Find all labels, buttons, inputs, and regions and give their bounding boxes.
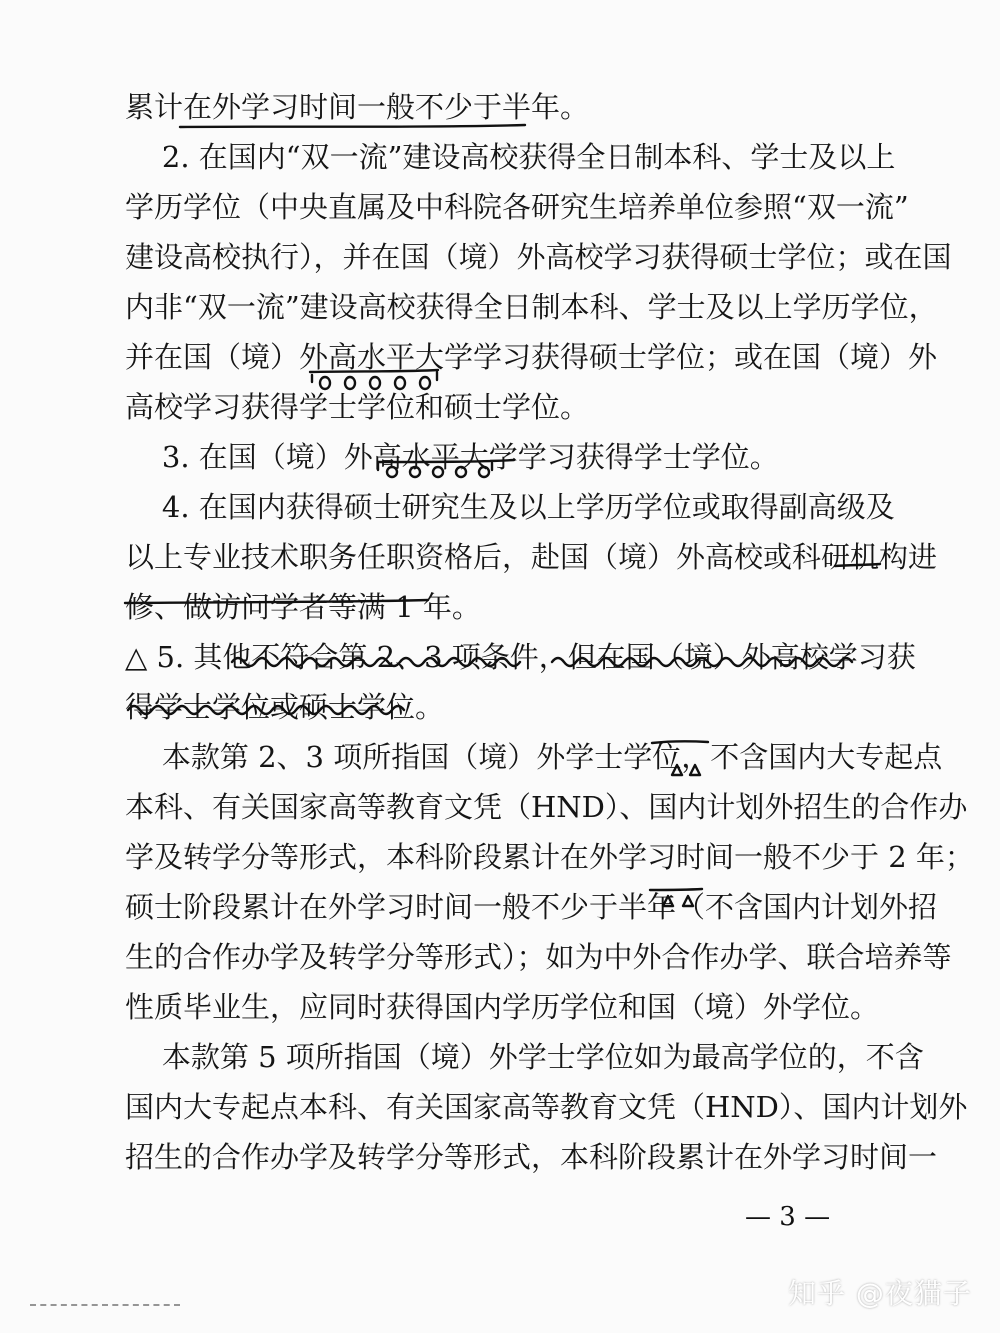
line-text: 国内大专起点本科、有关国家高等教育文凭（HND）、国内计划外 [125, 1090, 968, 1124]
line-text: 本款第 5 项所指国（境）外学士学位如为最高学位的，不含 [125, 1040, 924, 1074]
line-text: 累计在外学习时间一般不少于半年。 [125, 90, 590, 124]
line-text: 本科、有关国家高等教育文凭（HND）、国内计划外招生的合作办 [125, 790, 968, 824]
line-text: 内非“双一流”建设高校获得全日制本科、学士及以上学历学位， [125, 290, 938, 324]
line-text: 4. 在国内获得硕士研究生及以上学历学位或取得副高级及 [125, 490, 895, 524]
text-line-4 [0, 232, 1000, 282]
text-line-13 [0, 682, 1000, 732]
text-line-18 [0, 932, 1000, 982]
text-line-17 [0, 882, 1000, 932]
scan-edge-artifact [30, 1304, 180, 1306]
line-text: 以上专业技术职务任职资格后，赴国（境）外高校或科研机构进 [125, 540, 938, 574]
text-line-5 [0, 282, 1000, 332]
line-text: △ 5. 其他不符合第 2、3 项条件，但在国（境）外高校学习获 [125, 640, 916, 674]
line-text: 3. 在国（境）外高水平大学学习获得学士学位。 [125, 440, 779, 474]
line-text: 并在国（境）外高水平大学学习获得硕士学位；或在国（境）外 [125, 340, 938, 374]
line-text: 2. 在国内“双一流”建设高校获得全日制本科、学士及以上 [125, 140, 896, 174]
text-line-14 [0, 732, 1000, 782]
line-text: 建设高校执行），并在国（境）外高校学习获得硕士学位；或在国 [125, 240, 952, 274]
text-line-6 [0, 332, 1000, 382]
line-text: 性质毕业生，应同时获得国内学历学位和国（境）外学位。 [125, 990, 880, 1024]
line-text: 学及转学分等形式，本科阶段累计在外学习时间一般不少于 2 年； [125, 840, 974, 874]
text-line-21 [0, 1082, 1000, 1132]
line-text: 学历学位（中央直属及中科院各研究生培养单位参照“双一流” [125, 190, 909, 224]
text-line-22 [0, 1132, 1000, 1182]
line-text: 招生的合作办学及转学分等形式，本科阶段累计在外学习时间一 [125, 1140, 938, 1174]
text-line-10 [0, 532, 1000, 582]
text-line-16 [0, 832, 1000, 882]
text-line-15 [0, 782, 1000, 832]
line-text: 得学士学位或硕士学位。 [125, 690, 445, 724]
line-text: 生的合作办学及转学分等形式）；如为中外合作办学、联合培养等 [125, 940, 952, 974]
line-text: 修、做访问学者等满 1 年。 [125, 590, 481, 624]
text-line-9 [0, 482, 1000, 532]
page-number: — 3 — [745, 1202, 831, 1232]
text-line-11 [0, 582, 1000, 632]
text-line-8 [0, 432, 1000, 482]
text-line-20 [0, 1032, 1000, 1082]
text-line-19 [0, 982, 1000, 1032]
text-line-7 [0, 382, 1000, 432]
text-line-2 [0, 132, 1000, 182]
text-line-3 [0, 182, 1000, 232]
watermark-text: 知乎 @夜猫子 [788, 1277, 972, 1310]
line-text: 硕士阶段累计在外学习时间一般不少于半年（不含国内计划外招 [125, 890, 938, 924]
text-line-12 [0, 632, 1000, 682]
line-text: 本款第 2、3 项所指国（境）外学士学位，不含国内大专起点 [125, 740, 943, 774]
text-line-1 [0, 82, 1000, 132]
line-text: 高校学习获得学士学位和硕士学位。 [125, 390, 590, 424]
